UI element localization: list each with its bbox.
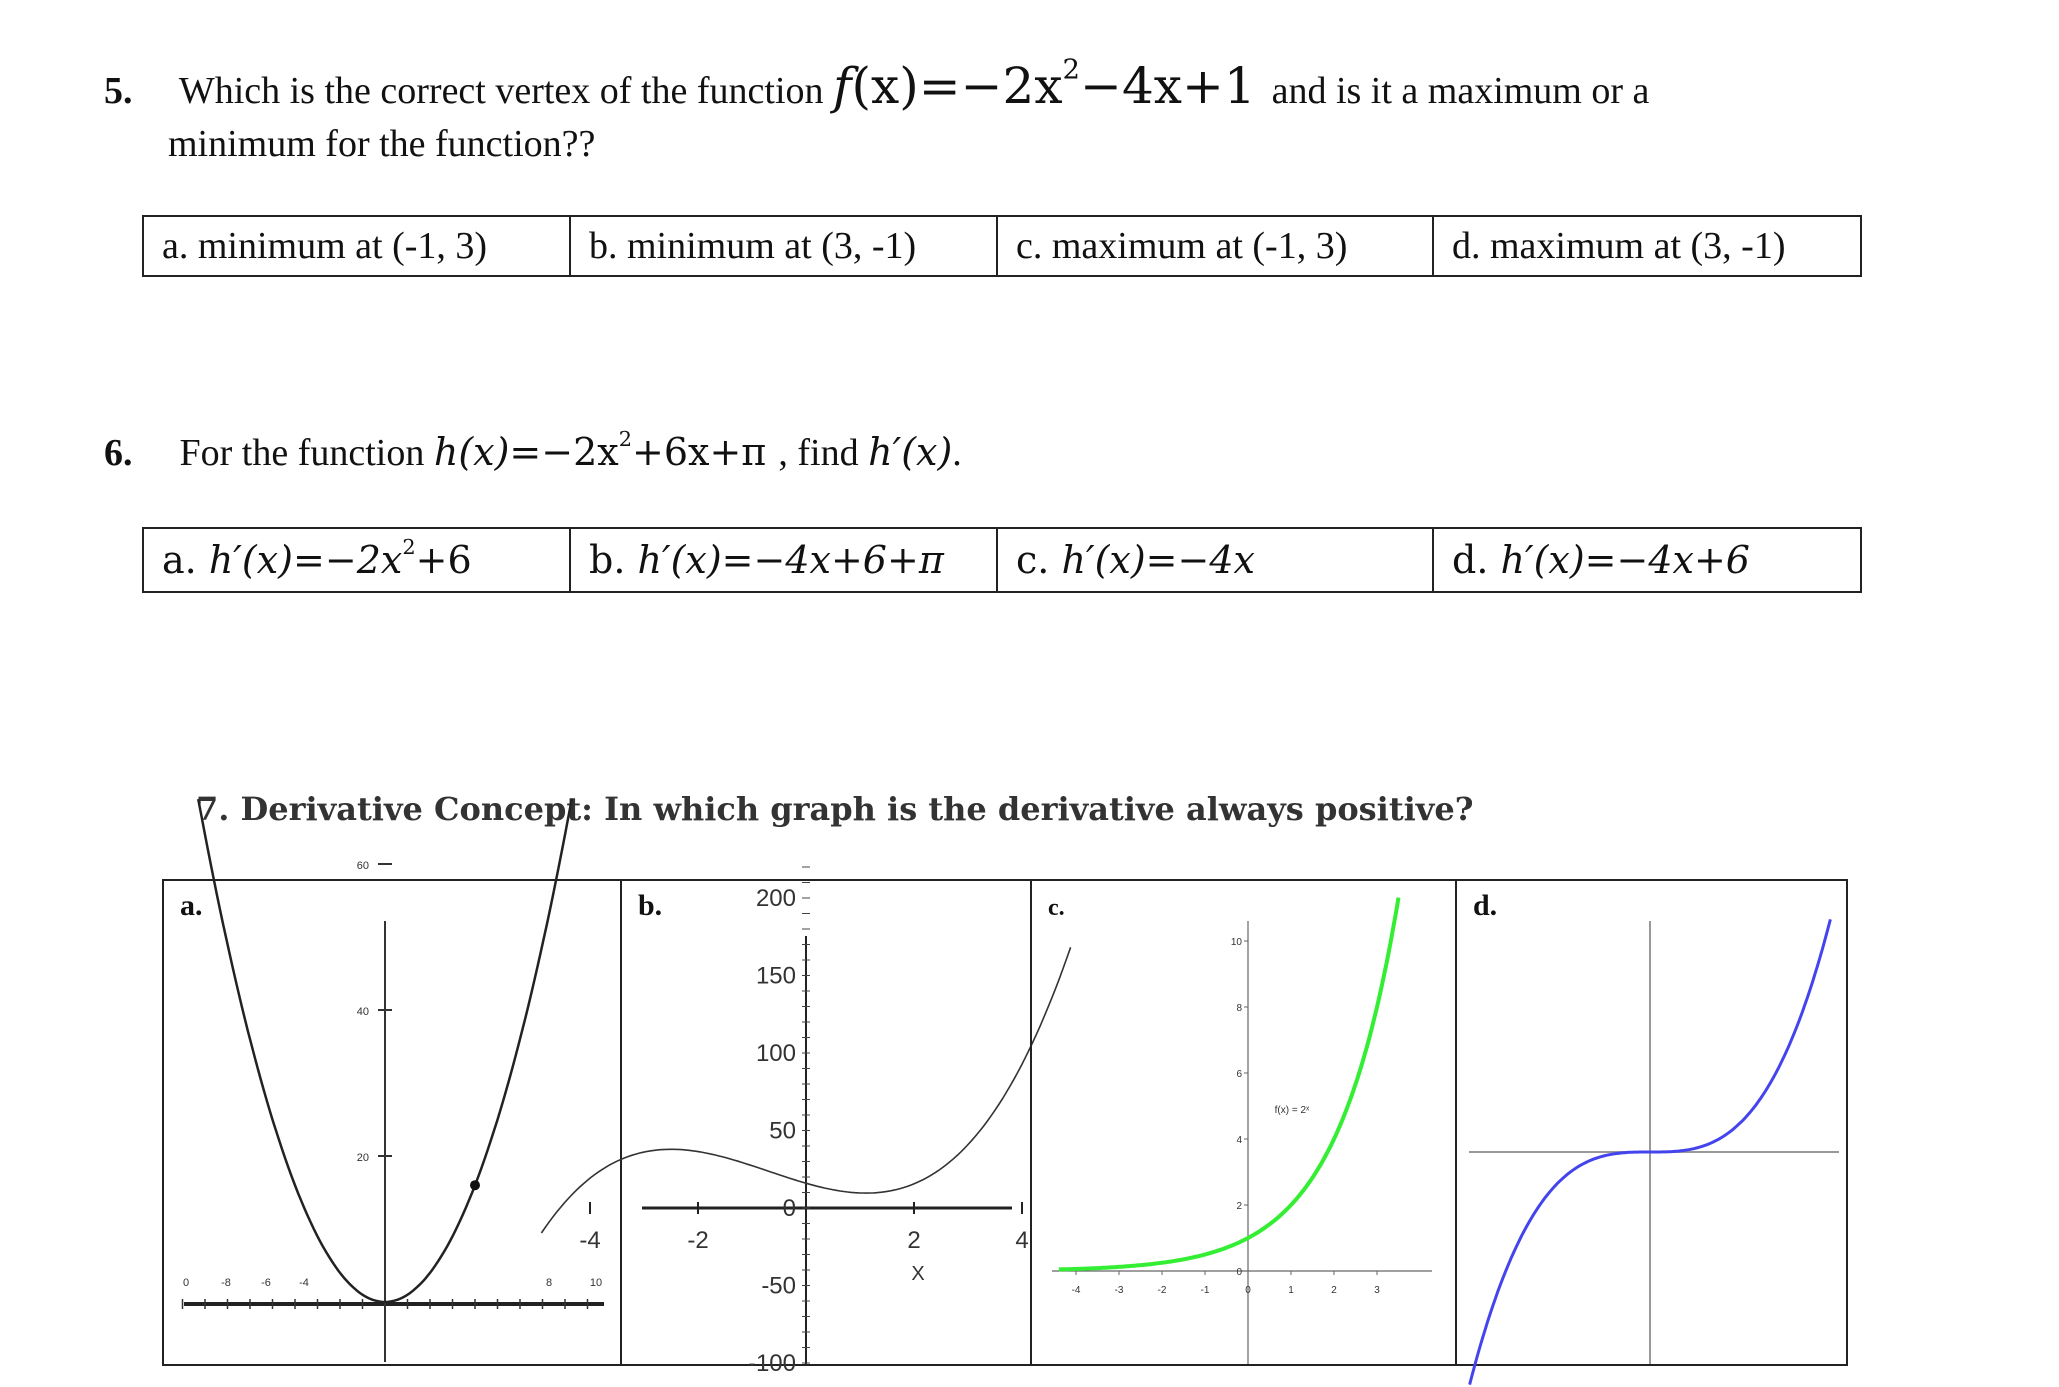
graph-options bbox=[162, 860, 1848, 1377]
question-6: 6. For the function $h(x)=-2x^2+6x+\pi$ , find h′(x). bbox=[104, 427, 962, 474]
graph-b-x-axis-label: X bbox=[911, 1263, 925, 1285]
graph-d-plot bbox=[1457, 881, 1848, 1364]
graph-b-y-tick-label: 50 bbox=[769, 1117, 796, 1145]
graph-c-y-tick-label: 10 bbox=[1230, 937, 1242, 948]
question-5 bbox=[104, 53, 2004, 119]
graph-a-y-tick-label: 20 bbox=[356, 1152, 369, 1164]
graph-a-plot bbox=[164, 860, 616, 1364]
graph-b-y-tick-label: 150 bbox=[755, 962, 796, 990]
graph-c-y-tick-label: 4 bbox=[1236, 1135, 1242, 1146]
graph-c-x-tick-label: -1 bbox=[1200, 1285, 1210, 1296]
graph-a-x-tick-label: -6 bbox=[261, 1277, 271, 1289]
graph-b-plot bbox=[579, 881, 1030, 1377]
question-6-function: $h(x)=-2x^2+6x+\pi$ bbox=[433, 427, 767, 474]
graph-b-y-tick-label: 200 bbox=[755, 885, 796, 912]
question-5-line2: minimum for the function?? bbox=[168, 123, 596, 165]
graph-c-curve bbox=[1059, 898, 1399, 1270]
graph-a-y-tick-label: 40 bbox=[356, 1006, 369, 1018]
graph-b-y-tick-label: 100 bbox=[755, 1040, 796, 1067]
graph-c-x-tick-label: 3 bbox=[1374, 1285, 1380, 1296]
graph-c-x-tick-label: 1 bbox=[1288, 1285, 1294, 1296]
graph-a-y-tick-label: 60 bbox=[356, 860, 369, 872]
question-5-text-before: Which is the correct vertex of the function bbox=[178, 70, 824, 112]
graph-c-annotation: f(x) = 2ˣ bbox=[1274, 1105, 1310, 1116]
graph-c-x-tick-label: 2 bbox=[1331, 1285, 1337, 1296]
graph-a-x-tick-label: 8 bbox=[545, 1277, 553, 1289]
graph-a-x-tick-label: 10 bbox=[589, 1277, 603, 1289]
graph-b-y-tick-label: -50 bbox=[761, 1272, 796, 1300]
graph-b-y-tick-label: 0 bbox=[782, 1195, 796, 1222]
graph-c-y-tick-label: 2 bbox=[1236, 1201, 1242, 1212]
q5-option-b[interactable]: b. minimum at (3, -1) bbox=[570, 216, 997, 276]
graph-c-x-tick-label: 0 bbox=[1245, 1285, 1251, 1296]
question-6-target: h′(x) bbox=[868, 430, 953, 474]
question-6-number: 6. bbox=[104, 432, 133, 474]
graph-c-y-tick-label: 8 bbox=[1236, 1003, 1242, 1014]
graph-c-x-tick-label: -2 bbox=[1157, 1285, 1167, 1296]
graph-label-a: a. bbox=[180, 889, 203, 922]
q5-option-a[interactable]: a. minimum at (-1, 3) bbox=[143, 216, 570, 276]
graph-b-x-tick-label: -2 bbox=[687, 1227, 709, 1254]
graph-panel-b[interactable] bbox=[579, 881, 1032, 1377]
graph-b-x-tick-label: 4 bbox=[1015, 1227, 1029, 1254]
graph-c-plot bbox=[1032, 881, 1455, 1364]
question-5-function: $f(x)=-2x^2-4x+1$ bbox=[833, 53, 1256, 115]
question-6-options bbox=[142, 527, 1862, 593]
q5-option-d[interactable]: d. maximum at (3, -1) bbox=[1433, 216, 1861, 276]
graph-a-x-tick-label: -4 bbox=[299, 1277, 309, 1289]
graph-c-x-tick-label: -4 bbox=[1071, 1285, 1081, 1296]
graph-a-x-tick-label: 0 bbox=[182, 1277, 190, 1289]
graph-c-y-tick-label: 6 bbox=[1236, 1069, 1242, 1080]
graph-b-y-tick-label: -100 bbox=[747, 1350, 796, 1377]
q6-option-a[interactable]: a. $h'(x)=-2x^2+6$ bbox=[143, 528, 570, 592]
q6-option-d[interactable]: d. h′(x)=−4x+6 bbox=[1433, 528, 1861, 592]
graph-label-b: b. bbox=[638, 889, 663, 922]
question-5-options bbox=[142, 215, 1862, 277]
question-6-text-before: For the function bbox=[179, 432, 425, 474]
graph-b-x-tick-label: -4 bbox=[579, 1227, 601, 1254]
graph-a-point bbox=[470, 1180, 480, 1190]
question-6-text-mid: find bbox=[797, 432, 859, 474]
question-5-text-after: and is it a maximum or a bbox=[1271, 70, 1650, 112]
question-5-number: 5. bbox=[104, 70, 133, 112]
graph-panel-c[interactable] bbox=[1030, 881, 1457, 1364]
graph-b-x-tick-label: 2 bbox=[907, 1227, 921, 1254]
graph-label-d: d. bbox=[1473, 889, 1498, 922]
q6-option-b[interactable]: b. h′(x)=−4x+6+π bbox=[570, 528, 997, 592]
graph-label-c: c. bbox=[1048, 895, 1065, 921]
graph-c-y-tick-label: 0 bbox=[1236, 1267, 1242, 1278]
question-7-text: 7. Derivative Concept: In which graph is the derivative always positive? bbox=[196, 790, 1474, 828]
q5-option-c[interactable]: c. maximum at (-1, 3) bbox=[997, 216, 1433, 276]
graph-a-x-tick-label: -8 bbox=[221, 1277, 231, 1289]
graph-panel-d[interactable] bbox=[1455, 881, 1850, 1364]
q6-option-c[interactable]: c. h′(x)=−4x bbox=[997, 528, 1433, 592]
graph-c-x-tick-label: -3 bbox=[1114, 1285, 1124, 1296]
graph-panel-a[interactable] bbox=[164, 860, 620, 1364]
